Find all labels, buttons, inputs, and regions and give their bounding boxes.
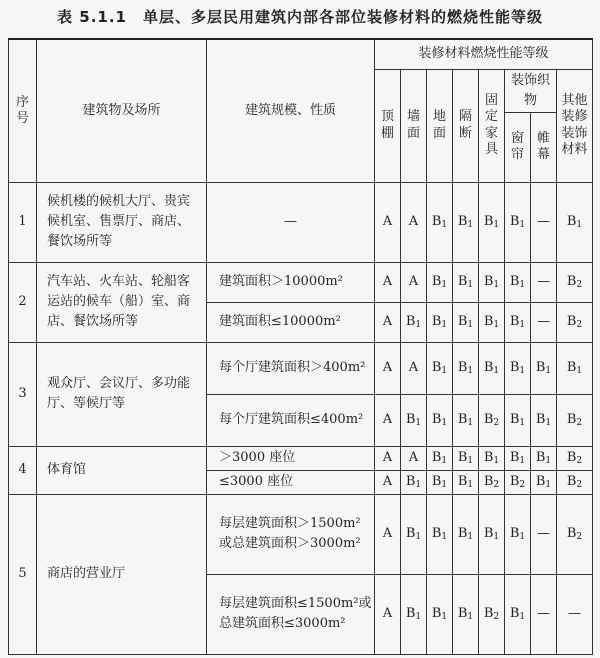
header-fixed-furniture: 固定家具	[479, 69, 505, 182]
grade-cell: A	[375, 470, 401, 494]
grade-cell: $B_1$	[453, 470, 479, 494]
grade-cell: $B_1$	[427, 446, 453, 470]
grade-cell: $B_2$	[479, 394, 505, 446]
row-place: 汽车站、火车站、轮船客运站的候车（船）室、商店、餐饮场所等	[37, 262, 207, 342]
grade-cell: $B_2$	[557, 494, 593, 574]
header-scale: 建筑规模、性质	[207, 39, 375, 182]
grade-cell: $B_1$	[557, 182, 593, 262]
grade-cell: $B_1$	[505, 394, 531, 446]
header-seq: 序号	[9, 39, 37, 182]
row-seq: 5	[9, 494, 37, 654]
grade-cell: $B_2$	[557, 394, 593, 446]
grade-cell: $B_1$	[505, 574, 531, 654]
grade-cell: $B_1$	[453, 302, 479, 342]
table-row	[9, 342, 593, 394]
grade-cell: $B_1$	[427, 182, 453, 262]
grade-cell: $B_1$	[531, 394, 557, 446]
header-decor-fabric: 装饰织物	[505, 69, 557, 112]
grade-cell: $B_1$	[453, 262, 479, 302]
grade-cell: $B_1$	[401, 394, 427, 446]
grade-cell: —	[531, 302, 557, 342]
row-scale: 每个厅建筑面积＞400m²	[207, 342, 375, 394]
grade-cell: $B_1$	[479, 342, 505, 394]
grade-cell: $B_1$	[505, 262, 531, 302]
grade-cell: A	[375, 494, 401, 574]
grade-cell: $B_1$	[479, 302, 505, 342]
grade-cell: A	[401, 446, 427, 470]
fire-rating-table	[8, 38, 593, 655]
grade-cell: $B_1$	[453, 394, 479, 446]
grade-cell: $B_1$	[401, 494, 427, 574]
header-floor: 地面	[427, 69, 453, 182]
row-scale: 每个厅建筑面积≤400m²	[207, 394, 375, 446]
grade-cell: $B_1$	[505, 494, 531, 574]
grade-cell: $B_1$	[453, 574, 479, 654]
grade-cell: $B_1$	[531, 446, 557, 470]
grade-cell: $B_1$	[427, 302, 453, 342]
grade-cell: $B_1$	[427, 494, 453, 574]
row-seq: 3	[9, 342, 37, 446]
grade-cell: $B_2$	[479, 470, 505, 494]
grade-cell: $B_1$	[479, 446, 505, 470]
grade-cell: $B_1$	[453, 182, 479, 262]
grade-cell: $B_1$	[427, 262, 453, 302]
grade-cell: A	[375, 182, 401, 262]
row-scale: ≤3000 座位	[207, 470, 375, 494]
grade-cell: $B_2$	[505, 470, 531, 494]
table-row	[9, 262, 593, 302]
grade-cell: $B_1$	[479, 182, 505, 262]
header-wall: 墙面	[401, 69, 427, 182]
grade-cell: A	[401, 182, 427, 262]
header-place: 建筑物及场所	[37, 39, 207, 182]
grade-cell: $B_2$	[557, 262, 593, 302]
grade-cell: $B_1$	[531, 470, 557, 494]
row-place: 候机楼的候机大厅、贵宾候机室、售票厅、商店、餐饮场所等	[37, 182, 207, 262]
grade-cell: —	[531, 574, 557, 654]
grade-cell: $B_1$	[505, 446, 531, 470]
header-curtain: 窗帘	[505, 112, 531, 182]
row-scale: 每层建筑面积≤1500m²或总建筑面积≤3000m²	[207, 574, 375, 654]
row-place: 体育馆	[37, 446, 207, 494]
header-other: 其他装修装饰材料	[557, 69, 593, 182]
header-partition: 隔断	[453, 69, 479, 182]
grade-cell: $B_1$	[557, 342, 593, 394]
grade-cell: $B_1$	[427, 470, 453, 494]
grade-cell: $B_1$	[427, 574, 453, 654]
table-caption: 表 5.1.1 单层、多层民用建筑内部各部位装修材料的燃烧性能等级	[57, 8, 543, 26]
grade-cell: A	[375, 342, 401, 394]
grade-cell: $B_1$	[531, 342, 557, 394]
grade-cell: $B_1$	[505, 302, 531, 342]
grade-cell: A	[401, 262, 427, 302]
grade-cell: $B_1$	[427, 342, 453, 394]
grade-cell: —	[531, 494, 557, 574]
header-ceiling: 顶棚	[375, 69, 401, 182]
table-body	[9, 182, 593, 654]
grade-cell: A	[401, 342, 427, 394]
grade-cell: $B_2$	[557, 446, 593, 470]
row-place: 观众厅、会议厅、多功能厅、等候厅等	[37, 342, 207, 446]
table-row	[9, 446, 593, 470]
row-scale: ＞3000 座位	[207, 446, 375, 470]
header-drape: 帷幕	[531, 112, 557, 182]
grade-cell: $B_1$	[453, 494, 479, 574]
row-scale: 建筑面积≤10000m²	[207, 302, 375, 342]
row-seq: 4	[9, 446, 37, 494]
grade-cell: —	[557, 574, 593, 654]
grade-cell: $B_1$	[505, 342, 531, 394]
grade-cell: —	[531, 182, 557, 262]
grade-cell: A	[375, 446, 401, 470]
grade-cell: $B_1$	[453, 342, 479, 394]
grade-cell: $B_1$	[453, 446, 479, 470]
grade-cell: A	[375, 394, 401, 446]
grade-cell: $B_1$	[401, 574, 427, 654]
table-row	[9, 494, 593, 574]
grade-cell: $B_1$	[427, 394, 453, 446]
grade-cell: A	[375, 262, 401, 302]
row-scale: 每层建筑面积＞1500m²或总建筑面积＞3000m²	[207, 494, 375, 574]
grade-cell: $B_1$	[505, 182, 531, 262]
row-place: 商店的营业厅	[37, 494, 207, 654]
grade-cell: A	[375, 302, 401, 342]
header-group: 装修材料燃烧性能等级	[375, 39, 593, 69]
grade-cell: $B_1$	[479, 494, 505, 574]
grade-cell: $B_2$	[479, 574, 505, 654]
grade-cell: $B_1$	[479, 262, 505, 302]
table-row	[9, 182, 593, 262]
grade-cell: $B_2$	[557, 302, 593, 342]
row-seq: 2	[9, 262, 37, 342]
row-scale: —	[207, 182, 375, 262]
grade-cell: —	[531, 262, 557, 302]
row-seq: 1	[9, 182, 37, 262]
grade-cell: $B_1$	[401, 302, 427, 342]
grade-cell: $B_2$	[557, 470, 593, 494]
grade-cell: $B_1$	[401, 470, 427, 494]
row-scale: 建筑面积＞10000m²	[207, 262, 375, 302]
grade-cell: A	[375, 574, 401, 654]
